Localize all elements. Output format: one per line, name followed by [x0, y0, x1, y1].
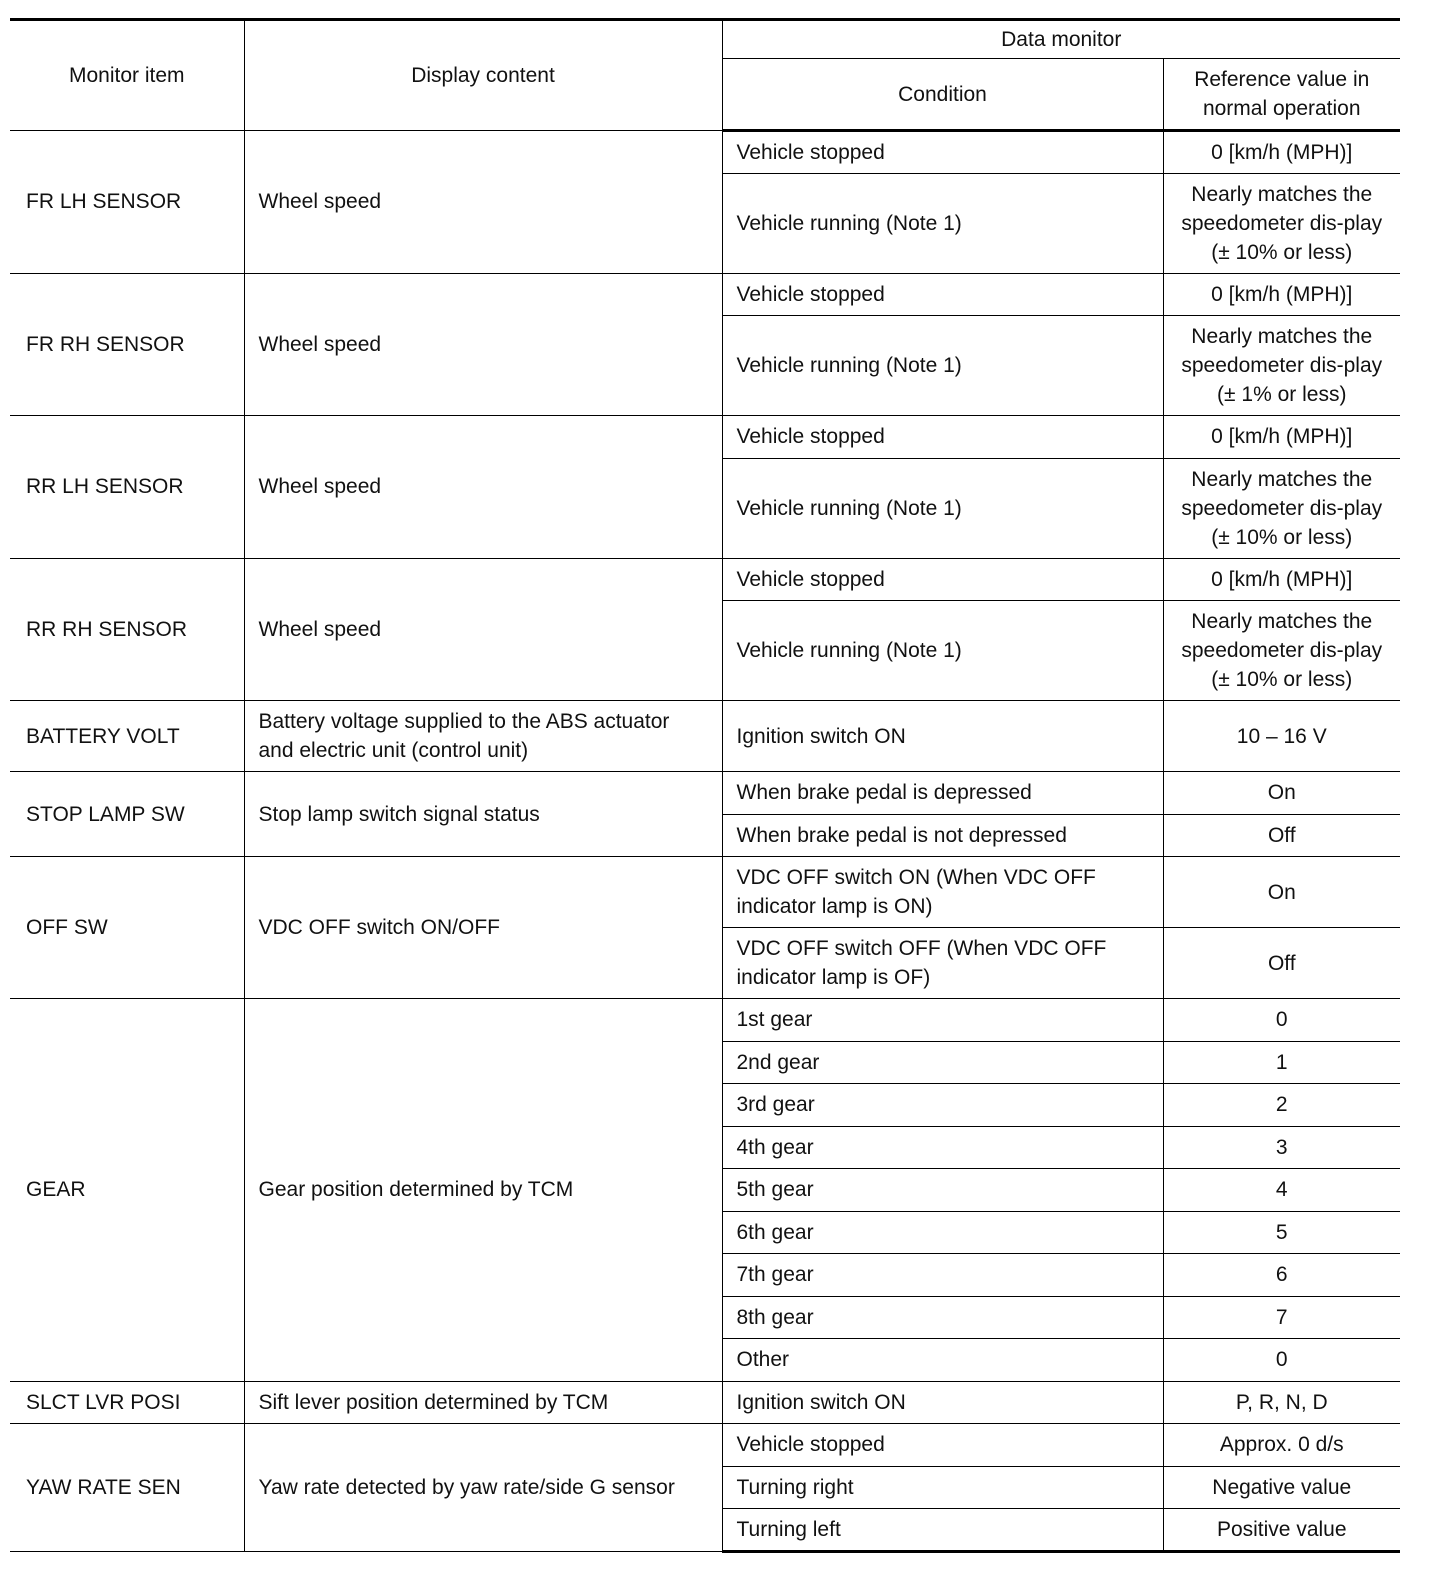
condition-cell: 4th gear: [722, 1126, 1163, 1169]
monitor-item-cell: FR LH SENSOR: [10, 131, 244, 274]
condition-cell: Vehicle running (Note 1): [722, 601, 1163, 701]
display-content-cell: VDC OFF switch ON/OFF: [244, 857, 722, 999]
table-row: [10, 701, 1400, 772]
reference-value-cell: 3: [1163, 1126, 1400, 1169]
condition-cell: 3rd gear: [722, 1084, 1163, 1127]
reference-value-cell: P, R, N, D: [1163, 1381, 1400, 1424]
reference-value-cell: Positive value: [1163, 1509, 1400, 1552]
condition-cell: 5th gear: [722, 1169, 1163, 1212]
monitor-item-cell: GEAR: [10, 999, 244, 1382]
monitor-item-cell: OFF SW: [10, 857, 244, 999]
table-row: [10, 772, 1400, 815]
header-row: [10, 20, 1400, 59]
reference-value-cell: 0 [km/h (MPH)]: [1163, 558, 1400, 601]
header-display-content: Display content: [244, 20, 722, 131]
table-row: [10, 558, 1400, 601]
display-content-cell: Battery voltage supplied to the ABS actuator and electric unit (control unit): [244, 701, 722, 772]
reference-value-cell: Nearly matches the speedometer dis-play (± 1% or less): [1163, 316, 1400, 416]
monitor-item-cell: YAW RATE SEN: [10, 1424, 244, 1552]
reference-value-cell: 7: [1163, 1296, 1400, 1339]
table-row: [10, 999, 1400, 1042]
condition-cell: Turning left: [722, 1509, 1163, 1552]
display-content-cell: Wheel speed: [244, 416, 722, 559]
display-content-cell: Stop lamp switch signal status: [244, 772, 722, 857]
reference-value-cell: 5: [1163, 1211, 1400, 1254]
reference-value-cell: 0: [1163, 999, 1400, 1042]
reference-value-cell: 1: [1163, 1041, 1400, 1084]
reference-value-cell: Nearly matches the speedometer dis-play (± 10% or less): [1163, 173, 1400, 273]
reference-value-cell: 0 [km/h (MPH)]: [1163, 416, 1400, 459]
condition-cell: Vehicle stopped: [722, 131, 1163, 174]
monitor-item-cell: STOP LAMP SW: [10, 772, 244, 857]
condition-cell: 8th gear: [722, 1296, 1163, 1339]
reference-value-cell: Approx. 0 d/s: [1163, 1424, 1400, 1467]
reference-value-cell: 10 – 16 V: [1163, 701, 1400, 772]
reference-value-cell: Nearly matches the speedometer dis-play (± 10% or less): [1163, 458, 1400, 558]
condition-cell: When brake pedal is depressed: [722, 772, 1163, 815]
reference-value-cell: 2: [1163, 1084, 1400, 1127]
condition-cell: 1st gear: [722, 999, 1163, 1042]
header-reference-value: Reference value in normal operation: [1163, 59, 1400, 131]
header-data-monitor: Data monitor: [722, 20, 1400, 59]
condition-cell: VDC OFF switch OFF (When VDC OFF indicator lamp is OF): [722, 928, 1163, 999]
condition-cell: Vehicle running (Note 1): [722, 173, 1163, 273]
condition-cell: When brake pedal is not depressed: [722, 814, 1163, 857]
table-row: [10, 1424, 1400, 1467]
condition-cell: 6th gear: [722, 1211, 1163, 1254]
condition-cell: Other: [722, 1339, 1163, 1382]
reference-value-cell: On: [1163, 857, 1400, 928]
display-content-cell: Yaw rate detected by yaw rate/side G sensor: [244, 1424, 722, 1552]
reference-value-cell: 4: [1163, 1169, 1400, 1212]
monitor-item-cell: RR RH SENSOR: [10, 558, 244, 701]
table-row: [10, 131, 1400, 174]
display-content-cell: Wheel speed: [244, 131, 722, 274]
condition-cell: Vehicle stopped: [722, 273, 1163, 316]
reference-value-cell: 0 [km/h (MPH)]: [1163, 273, 1400, 316]
monitor-item-cell: SLCT LVR POSI: [10, 1381, 244, 1424]
monitor-item-cell: BATTERY VOLT: [10, 701, 244, 772]
reference-value-cell: 6: [1163, 1254, 1400, 1297]
table-row: [10, 416, 1400, 459]
reference-value-cell: 0 [km/h (MPH)]: [1163, 131, 1400, 174]
condition-cell: 7th gear: [722, 1254, 1163, 1297]
condition-cell: Vehicle running (Note 1): [722, 458, 1163, 558]
reference-value-cell: Negative value: [1163, 1466, 1400, 1509]
table-row: [10, 857, 1400, 928]
reference-value-cell: Off: [1163, 928, 1400, 999]
data-monitor-table: [10, 18, 1400, 1553]
condition-cell: Vehicle stopped: [722, 1424, 1163, 1467]
condition-cell: 2nd gear: [722, 1041, 1163, 1084]
reference-value-cell: On: [1163, 772, 1400, 815]
condition-cell: Vehicle running (Note 1): [722, 316, 1163, 416]
display-content-cell: Wheel speed: [244, 273, 722, 416]
display-content-cell: Gear position determined by TCM: [244, 999, 722, 1382]
condition-cell: Ignition switch ON: [722, 701, 1163, 772]
condition-cell: Vehicle stopped: [722, 416, 1163, 459]
monitor-item-cell: FR RH SENSOR: [10, 273, 244, 416]
reference-value-cell: Off: [1163, 814, 1400, 857]
monitor-item-cell: RR LH SENSOR: [10, 416, 244, 559]
header-condition: Condition: [722, 59, 1163, 131]
condition-cell: Turning right: [722, 1466, 1163, 1509]
condition-cell: VDC OFF switch ON (When VDC OFF indicator lamp is ON): [722, 857, 1163, 928]
display-content-cell: Wheel speed: [244, 558, 722, 701]
display-content-cell: Sift lever position determined by TCM: [244, 1381, 722, 1424]
table-row: [10, 273, 1400, 316]
condition-cell: Ignition switch ON: [722, 1381, 1163, 1424]
reference-value-cell: 0: [1163, 1339, 1400, 1382]
table-row: [10, 1381, 1400, 1424]
reference-value-cell: Nearly matches the speedometer dis-play (± 10% or less): [1163, 601, 1400, 701]
condition-cell: Vehicle stopped: [722, 558, 1163, 601]
header-monitor-item: Monitor item: [10, 20, 244, 131]
